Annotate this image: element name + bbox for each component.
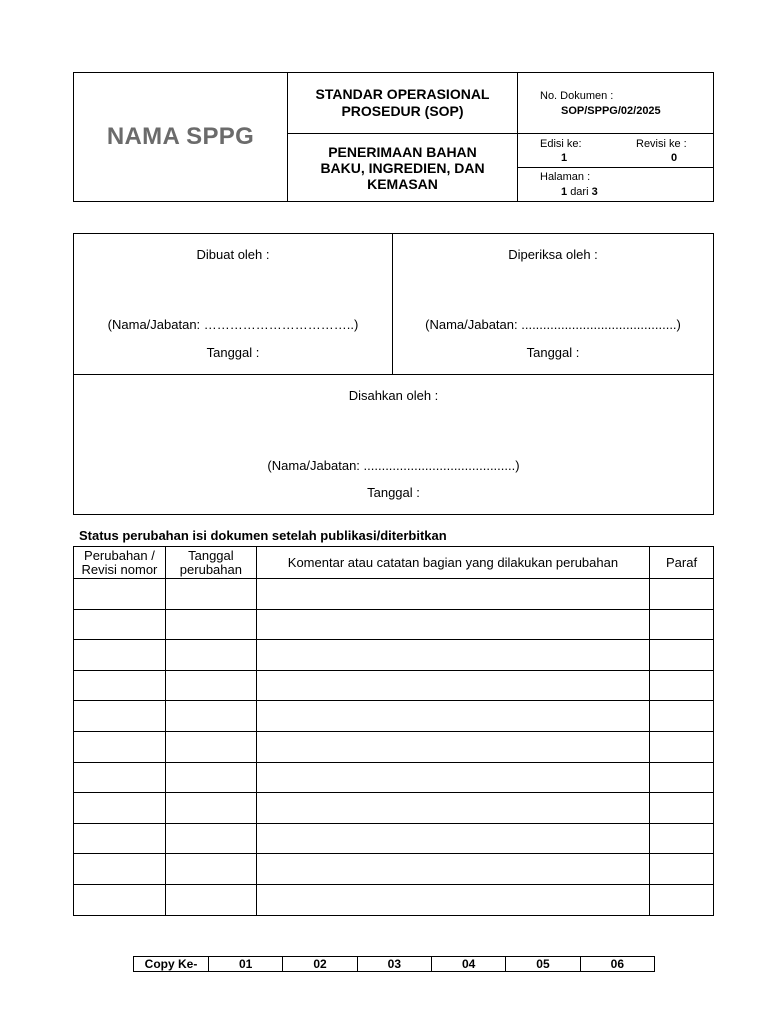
table-cell — [650, 823, 714, 854]
copy-number-5: 05 — [506, 957, 580, 972]
document-header — [73, 72, 714, 202]
table-cell — [165, 762, 256, 793]
copy-row — [134, 957, 655, 972]
sop-subtitle-line-2: BAKU, INGREDIEN, DAN — [320, 159, 485, 176]
status-table-header — [74, 547, 714, 579]
column-header-initial: Paraf — [650, 547, 714, 579]
checked-by-date: Tanggal : — [526, 345, 580, 360]
table-cell — [256, 701, 649, 732]
table-cell — [74, 884, 166, 915]
column-header-revision — [74, 547, 166, 579]
approved-by-name: (Nama/Jabatan: ..........................................) — [267, 458, 520, 473]
table-cell — [165, 670, 256, 701]
table-cell — [165, 854, 256, 885]
sop-subtitle-line-3: KEMASAN — [367, 175, 438, 192]
table-cell — [74, 731, 166, 762]
made-by-cell — [74, 234, 393, 375]
table-row — [74, 701, 714, 732]
table-cell — [256, 823, 649, 854]
checked-by-cell — [393, 234, 713, 375]
table-cell — [74, 579, 166, 610]
copy-distribution-table — [133, 956, 655, 972]
table-row — [74, 670, 714, 701]
table-cell — [256, 579, 649, 610]
table-row — [74, 731, 714, 762]
table-cell — [74, 854, 166, 885]
sop-title-line-2: PROSEDUR (SOP) — [341, 103, 464, 119]
page-total: 3 — [591, 186, 598, 198]
table-cell — [165, 793, 256, 824]
sop-subtitle-line-1: PENERIMAAN BAHAN — [328, 143, 477, 160]
table-row — [74, 762, 714, 793]
copy-number-4: 04 — [431, 957, 505, 972]
table-cell — [650, 884, 714, 915]
table-cell — [74, 793, 166, 824]
sop-title-cell — [288, 73, 518, 134]
copy-number-3: 03 — [357, 957, 431, 972]
table-row — [74, 854, 714, 885]
sop-title-line-1: STANDAR OPERASIONAL — [315, 86, 490, 102]
table-cell — [165, 884, 256, 915]
column-header-revision-line-2: Revisi nomor — [81, 561, 158, 577]
table-cell — [650, 670, 714, 701]
table-cell — [256, 670, 649, 701]
table-cell — [74, 609, 166, 640]
document-number-cell — [518, 73, 713, 134]
table-row — [74, 823, 714, 854]
approved-by-date: Tanggal : — [367, 485, 420, 500]
table-cell — [74, 640, 166, 671]
made-by-name: (Nama/Jabatan: ……………………………..) — [107, 317, 359, 332]
table-cell — [165, 731, 256, 762]
table-cell — [256, 731, 649, 762]
table-cell — [165, 701, 256, 732]
edition-value: 1 — [561, 152, 568, 164]
table-row — [74, 793, 714, 824]
table-row — [74, 640, 714, 671]
table-cell — [256, 884, 649, 915]
approved-by-label: Disahkan oleh : — [348, 388, 439, 403]
table-cell — [650, 701, 714, 732]
column-header-revision-line-1: Perubahan / — [84, 547, 155, 563]
checked-by-name: (Nama/Jabatan: ...........................................) — [425, 317, 681, 332]
sop-subtitle-cell — [288, 134, 518, 201]
table-cell — [650, 854, 714, 885]
revision-label: Revisi ke : — [636, 138, 687, 150]
table-cell — [74, 762, 166, 793]
table-cell — [650, 793, 714, 824]
made-by-date: Tanggal : — [206, 345, 260, 360]
organization-name: NAMA SPPG — [106, 123, 255, 150]
table-cell — [256, 640, 649, 671]
page-cell — [518, 168, 713, 201]
table-cell — [650, 640, 714, 671]
table-cell — [650, 731, 714, 762]
column-header-date — [165, 547, 256, 579]
status-section-title: Status perubahan isi dokumen setelah publikasi/diterbitkan — [79, 528, 447, 543]
status-table — [73, 546, 714, 916]
table-cell — [74, 823, 166, 854]
page-label: Halaman : — [540, 171, 591, 183]
table-cell — [650, 609, 714, 640]
edition-revision-cell — [518, 134, 713, 168]
copy-number-1: 01 — [209, 957, 283, 972]
approved-by-cell — [74, 375, 713, 514]
table-cell — [650, 762, 714, 793]
edition-label: Edisi ke: — [540, 138, 582, 150]
table-row — [74, 884, 714, 915]
table-cell — [165, 823, 256, 854]
page-current: 1 — [561, 186, 568, 198]
table-cell — [74, 701, 166, 732]
approval-block — [73, 233, 714, 515]
table-cell — [650, 579, 714, 610]
table-cell — [256, 793, 649, 824]
table-cell — [165, 579, 256, 610]
column-header-date-line-1: Tanggal — [188, 547, 234, 563]
page-of: dari — [570, 186, 589, 198]
organization-cell — [74, 73, 288, 201]
document-number-value: SOP/SPPG/02/2025 — [561, 105, 661, 117]
checked-by-label: Diperiksa oleh : — [508, 247, 598, 262]
table-cell — [256, 609, 649, 640]
table-cell — [256, 762, 649, 793]
copy-number-2: 02 — [283, 957, 357, 972]
column-header-date-line-2: perubahan — [179, 561, 242, 577]
made-by-label: Dibuat oleh : — [196, 247, 270, 262]
table-row — [74, 579, 714, 610]
table-cell — [165, 640, 256, 671]
table-cell — [74, 670, 166, 701]
copy-number-6: 06 — [580, 957, 654, 972]
table-cell — [165, 609, 256, 640]
column-header-comment: Komentar atau catatan bagian yang dilakukan perubahan — [256, 547, 649, 579]
page-indicator — [561, 186, 598, 198]
copy-label: Copy Ke- — [134, 957, 209, 972]
document-number-label: No. Dokumen : — [540, 90, 614, 102]
table-row — [74, 609, 714, 640]
table-cell — [256, 854, 649, 885]
revision-value: 0 — [671, 152, 678, 164]
